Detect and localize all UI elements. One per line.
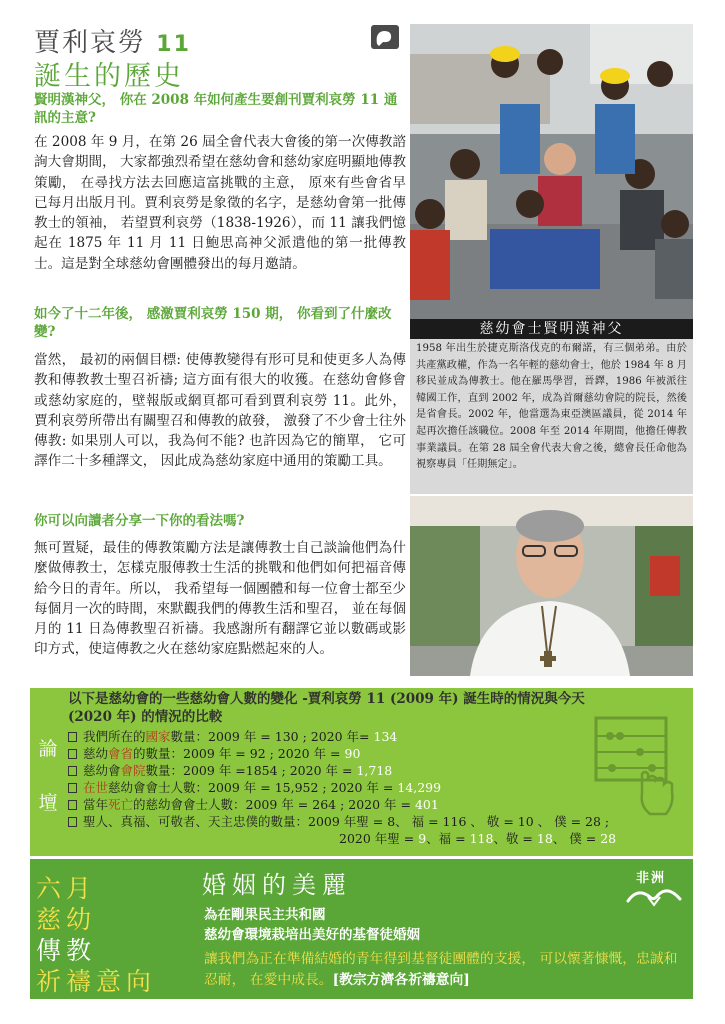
issue-number: 11 [156,32,191,57]
question-2: 如今了十二年後， 感激賈利哀勞 150 期， 你看到了什麼改變? [34,306,392,340]
forum-side-label-1: 論 [38,738,58,760]
portrait-photo [410,496,693,676]
prayer-title: 婚姻的美麗 [202,871,352,899]
prayer-label-2: 慈幼 [36,905,97,934]
checkbox-icon [68,800,77,810]
prayer-body: 讓我們為正在準備結婚的青年得到基督徒團體的支援， 可以懷著慷慨，忠誠和忍耐， 在愛中成長。[教宗方濟各祈禱意向] [204,951,678,988]
prayer-line-1: 為在剛果民主共和國 [204,907,326,923]
list-item: 在世慈幼會會士人數：2009 年 = 15,952 ; 2020 年 = 14,299 [68,779,688,796]
checkbox-icon [68,783,77,793]
list-item: 慈幼會會院數量：2009 年 =1854 ; 2020 年 = 1,718 [68,762,688,779]
speech-bubble-icon [370,24,400,50]
checkbox-icon [68,732,77,742]
list-item: 我們所在的國家數量：2009 年 = 130 ; 2020 年= 134 [68,728,688,745]
prayer-label [36,873,196,997]
region-label: 非洲 [636,871,667,886]
caption-title: 慈幼會士賢明漢神父 [410,319,693,339]
checkbox-icon [68,817,77,827]
forum-side-label [36,722,60,830]
question-3: 你可以向讀者分享一下你的看法嗎? [34,513,245,529]
prayer-tag: [教宗方濟各祈禱意向] [332,972,470,988]
caption-body: 1958 年出生於捷克斯洛伐克的布爾諾，有三個弟弟。由於共產黨政權，作為一名年輕的慈幼會士，他於 1984 年 8 月移民並成為傳教士。他在羅馬學習，晉鐸，1986 年被派往韓國工作，直到 2002 年，成為首爾慈幼會院的院長，然後是省會長。2002 年，他當選為東亞澳區議員，從 2014 年起再次擔任該職位。2008 年至 2014 年期間，他擔任傳教事業議員。在第 28 屆全會代表大會之後，總會長任命他為視察專員「任期無定」。 [410,339,693,494]
prayer-section [30,859,693,999]
prayer-label-month: 六月 [36,874,97,903]
page-subtitle: 誕生的歷史 [34,61,184,92]
answer-3: 無可置疑，最佳的傳教策勵方法是讓傳教士自己談論他們為什麼做傳教士，怎樣克服傳教士生活的挑戰和他們如何把福音傳給今日的青年。所以， 我希望每一個團體和每一位會士都至少每個月一次的時間，來默觀我們的傳教生活和聖召， 並在每個月的 11 日為傳教聖召祈禱。我感謝所有翻譯它並以數碼或影印方式，使這傳教之火在慈幼家庭點燃起來的人。 [34,540,406,658]
africa-map-icon [624,883,684,909]
forum-heading: 以下是慈幼會的一些慈幼會人數的變化 -賈利哀勞 11 (2009 年) 誕生時的情況與今天 (2020 年) 的情況的比較 [68,691,585,725]
answer-1: 在 2008 年 9 月，在第 26 屆全會代表大會後的第一次傳教諮詢大會期間， 大家都強烈希望在慈幼會和慈幼家庭明顯地傳教策勵， 在尋找方法去回應這富挑戰的主意， 原來有些會省早已每月出版月刊。賈利哀勞是象徵的名字，是慈幼會第一批傳教士的領袖， 若望賈利哀勞（1838-1926），而 11 讓我們憶起在 1875 年 11 月 11 日鮑思高神父派遣他的第一批傳教士。這是對全球慈幼會團體發出的每月邀請。 [34,134,406,272]
forum-side-label-2: 壇 [38,792,58,814]
checkbox-icon [68,766,77,776]
list-item-continued: 2020 年聖 = 9、福 = 118、敬 = 18、 僕 = 28 [339,831,617,846]
answer-2: 當然， 最初的兩個目標: 使傳教變得有形可見和使更多人為傳教和傳教教士聖召祈禱; 這方面有很大的收獲。在慈幼會修會或慈幼家庭的，壁報版或網頁都可看到賈利哀勞 11。此外， 賈利哀勞所帶出有關聖召和傳教的啟發， 激發了不少會士往外傳教: 如果別人可以，我為何不能? 也許因為它的簡單， 它可譯作二十多種譯文， 因此成為慈幼家庭中通用的策勵工具。 [34,352,406,470]
question-1: 賢明漢神父， 你在 2008 年如何產生要創刊賈利哀勞 11 通訊的主意? [34,92,398,126]
prayer-label-4: 祈禱意向 [36,967,157,996]
group-photo [410,24,693,320]
title-text: 賈利哀勞 [34,28,147,58]
forum-section [30,688,693,856]
checkbox-icon [68,749,77,759]
list-item: 慈幼會省的數量：2009 年 = 92 ; 2020 年 = 90 [68,745,688,762]
prayer-label-3: 傳教 [36,936,97,965]
prayer-line-2: 慈幼會環境栽培出美好的基督徒婚姻 [204,927,420,943]
abacus-hand-icon [592,714,678,824]
list-item: 當年死亡的慈幼會會士人數：2009 年 = 264 ; 2020 年 = 401 [68,796,688,813]
list-item: 聖人、真福、可敬者、天主忠僕的數量：2009 年聖 = 8、 福 = 116 、 敬 = 10 、 僕 = 28 ; [68,813,688,830]
